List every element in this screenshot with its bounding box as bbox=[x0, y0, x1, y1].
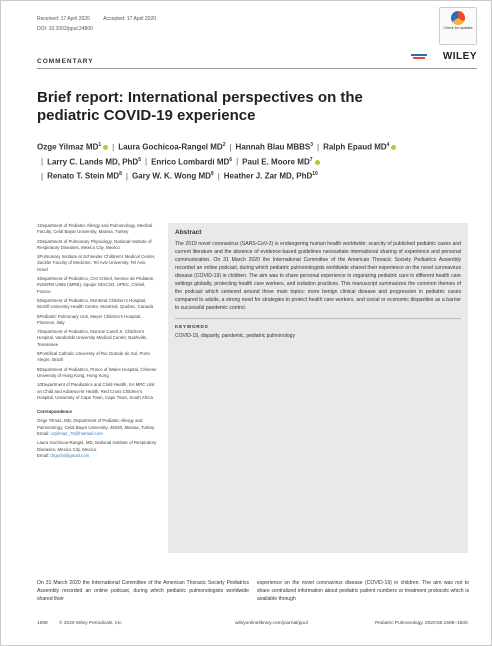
abstract-heading: Abstract bbox=[175, 229, 202, 236]
wiley-logo-icon bbox=[411, 54, 427, 60]
email-link-2[interactable]: drgochi@gmail.com bbox=[50, 452, 90, 458]
article-dates bbox=[37, 16, 156, 22]
author-affiliation-mark: 10 bbox=[312, 171, 318, 178]
accepted-date: Accepted: 17 April 2020 bbox=[103, 16, 157, 22]
affiliation-item: 5Department of Pediatrics, Montreal Children's Hospital, McGill University Health Centre, Montreal, Quebec, Canada bbox=[37, 297, 154, 310]
section-label: COMMENTARY bbox=[37, 58, 94, 65]
affiliations-column bbox=[37, 223, 157, 462]
affiliation-item: 1Department of Pediatric Allergy and Pulmonology, Medical Faculty, Celal Bayar University, Manisa, Turkey bbox=[37, 223, 153, 235]
email-link-1[interactable]: ozyilmaz_76@hotmail.com bbox=[50, 431, 103, 437]
keywords-heading: KEYWORDS bbox=[175, 324, 209, 329]
author-name[interactable]: Hannah Blau MBBS bbox=[235, 142, 311, 152]
author-separator: | bbox=[236, 157, 239, 167]
correspondence-text-2: Laura Gochicoa-Rangel, MD, National Institute of Respiratory Diseases, Mexico City, Mexico. Email: drgochi@gmail.com bbox=[37, 440, 157, 458]
affiliation-item: 9Department of Pediatrics, Prince of Wales Hospital, Chinese University of Hong Kong, Hong Kong bbox=[37, 366, 157, 378]
author-name[interactable]: Gary W. K. Wong MD bbox=[131, 171, 211, 181]
check-for-updates-badge[interactable] bbox=[439, 7, 477, 45]
journal-url[interactable]: wileyonlinelibrary.com/journal/ppul bbox=[235, 621, 308, 626]
keywords-divider bbox=[175, 318, 461, 319]
author-affiliation-mark: 6 bbox=[229, 156, 233, 163]
author-affiliation-mark: 9 bbox=[210, 171, 214, 178]
journal-citation: Pediatric Pulmonology. 2020;55:1598–1600. bbox=[374, 621, 469, 626]
author-separator: | bbox=[144, 157, 148, 167]
abstract-box bbox=[168, 223, 468, 553]
orcid-icon[interactable] bbox=[391, 145, 396, 150]
author-separator: | bbox=[41, 157, 44, 167]
author-name[interactable]: Larry C. Lands MD, PhD bbox=[47, 157, 139, 167]
author-affiliation-mark: 3 bbox=[310, 142, 313, 148]
author-name[interactable]: Heather J. Zar MD, PhD bbox=[223, 171, 313, 181]
orcid-icon[interactable] bbox=[315, 160, 320, 165]
author-affiliation-mark: 7 bbox=[309, 156, 313, 163]
body-text-right: experience on the novel coronavirus disease (COVID-19) in children. The aim was not to share centralized information about pediatric patient numbers or treatment protocols which is available through bbox=[257, 580, 469, 602]
author-separator: | bbox=[112, 142, 115, 152]
body-text-left: On 31 March 2020 the International Committee of the American Thoracic Society Pediatrics Assembly recorded an online podcast, during which pediatric pulmonologists worldwide shared their bbox=[37, 580, 249, 602]
author-name[interactable]: Ozge Yilmaz MD bbox=[37, 142, 99, 152]
correspondence-heading: Correspondence bbox=[37, 409, 72, 415]
affiliation-item: 8Pontifical Catholic University of Rio Grande do Sul, Porto Alegre, Brazil bbox=[37, 351, 150, 363]
orcid-icon[interactable] bbox=[103, 145, 108, 150]
copyright: © 2020 Wiley Periodicals, Inc. bbox=[59, 621, 123, 626]
correspondence-text-1: Ozge Yilmaz, MD, Department of Pediatric Allergy and Pulmonology, Celal Bayar University, 45030, Manisa, Turkey. Email: ozyilmaz_76@hotmail.com bbox=[37, 418, 156, 437]
author-affiliation-mark: 2 bbox=[222, 142, 226, 148]
badge-label: Check for updates bbox=[443, 26, 473, 30]
author-name[interactable]: Paul E. Moore MD bbox=[242, 157, 310, 167]
author-name[interactable]: Laura Gochicoa-Rangel MD bbox=[118, 142, 223, 152]
affiliation-item: 6Pediatric Pulmonary Unit, Meyer Children's Hospital, Florence, Italy bbox=[37, 313, 142, 325]
affiliation-item: 2Department of Pulmonary Physiology, National Institute of Respiratory Diseases, Mexico City, Mexico bbox=[37, 238, 152, 250]
keywords-text: COVID-19, disparity, pandemic, pediatric pulmonology bbox=[175, 333, 295, 339]
author-affiliation-mark: 1 bbox=[98, 142, 102, 148]
doi[interactable]: DOI: 10.1002/ppul.24800 bbox=[37, 26, 93, 32]
affiliation-item: 10Department of Paediatrics and Child Health, SA MRC Unit on Child and Adolescent Health, Red Cross Children's Hospital, University of Cape Town, Cape Town, South Africa bbox=[37, 382, 155, 400]
author-affiliation-mark: 4 bbox=[386, 142, 390, 148]
author-affiliation-mark: 8 bbox=[119, 171, 122, 178]
author-list bbox=[37, 139, 397, 183]
article-title: Brief report: International perspectives on the pediatric COVID-19 experience bbox=[37, 89, 363, 124]
affiliation-item: 4Department of Pediatrics, CHI Créteil, Service de Pédiatrie, INSERM U955 (IMRB), équipe GEIC2O, UPEC, Créteil, France bbox=[37, 276, 155, 294]
abstract-text: The 2019 novel coronavirus (SARS-CoV-2) is endangering human health worldwide; scarcity of published pediatric cases and current literature and the absence of evidence-based guidelines necessitate international sharing of experience and personal communication. On 31 March 2020 the International Committee of the American Thoracic Society Pediatrics Assembly recorded an online podcast, during which pediatric pulmonologists worldwide shared their experience on the novel coronavirus disease (COVID-19) in children. The aim was to share personal experience in organizing pediatric care in different health care settings globally, protecting health care workers, and isolation practices. This manuscript summarizes the common themes of the podcast which centered around three main topics: more benign clinical disease and progression in pediatric cases compared to adults, a strong need for strategies to protect health care workers, and social or economic disparities as a barrier to successful pandemic control. bbox=[175, 241, 461, 311]
page-number: 1598 bbox=[37, 621, 48, 626]
crossmark-icon bbox=[451, 11, 465, 25]
affiliation-item: 3Pulmonary Institute at Schneider Children's Medical Center, Sackler Faculty of Medicine, Tel Aviv University, Tel Aviv, Israel bbox=[37, 254, 156, 272]
author-separator: | bbox=[229, 142, 232, 152]
author-name[interactable]: Ralph Epaud MD bbox=[323, 142, 387, 152]
author-separator: | bbox=[217, 171, 220, 181]
author-separator: | bbox=[41, 171, 44, 181]
author-name[interactable]: Renato T. Stein MD bbox=[47, 171, 120, 181]
author-separator: | bbox=[125, 171, 128, 181]
author-separator: | bbox=[317, 142, 320, 152]
header-rule bbox=[37, 68, 477, 69]
affiliation-item: 7Department of Pediatrics, Monroe Carell Jr. Children's Hospital, Vanderbilt University Medical Center, Nashville, Tennessee bbox=[37, 329, 148, 347]
author-name[interactable]: Enrico Lombardi MD bbox=[151, 157, 230, 167]
received-date: Received: 17 April 2020 bbox=[37, 16, 90, 22]
author-affiliation-mark: 5 bbox=[138, 156, 141, 163]
publisher-logo: WILEY bbox=[442, 51, 477, 62]
